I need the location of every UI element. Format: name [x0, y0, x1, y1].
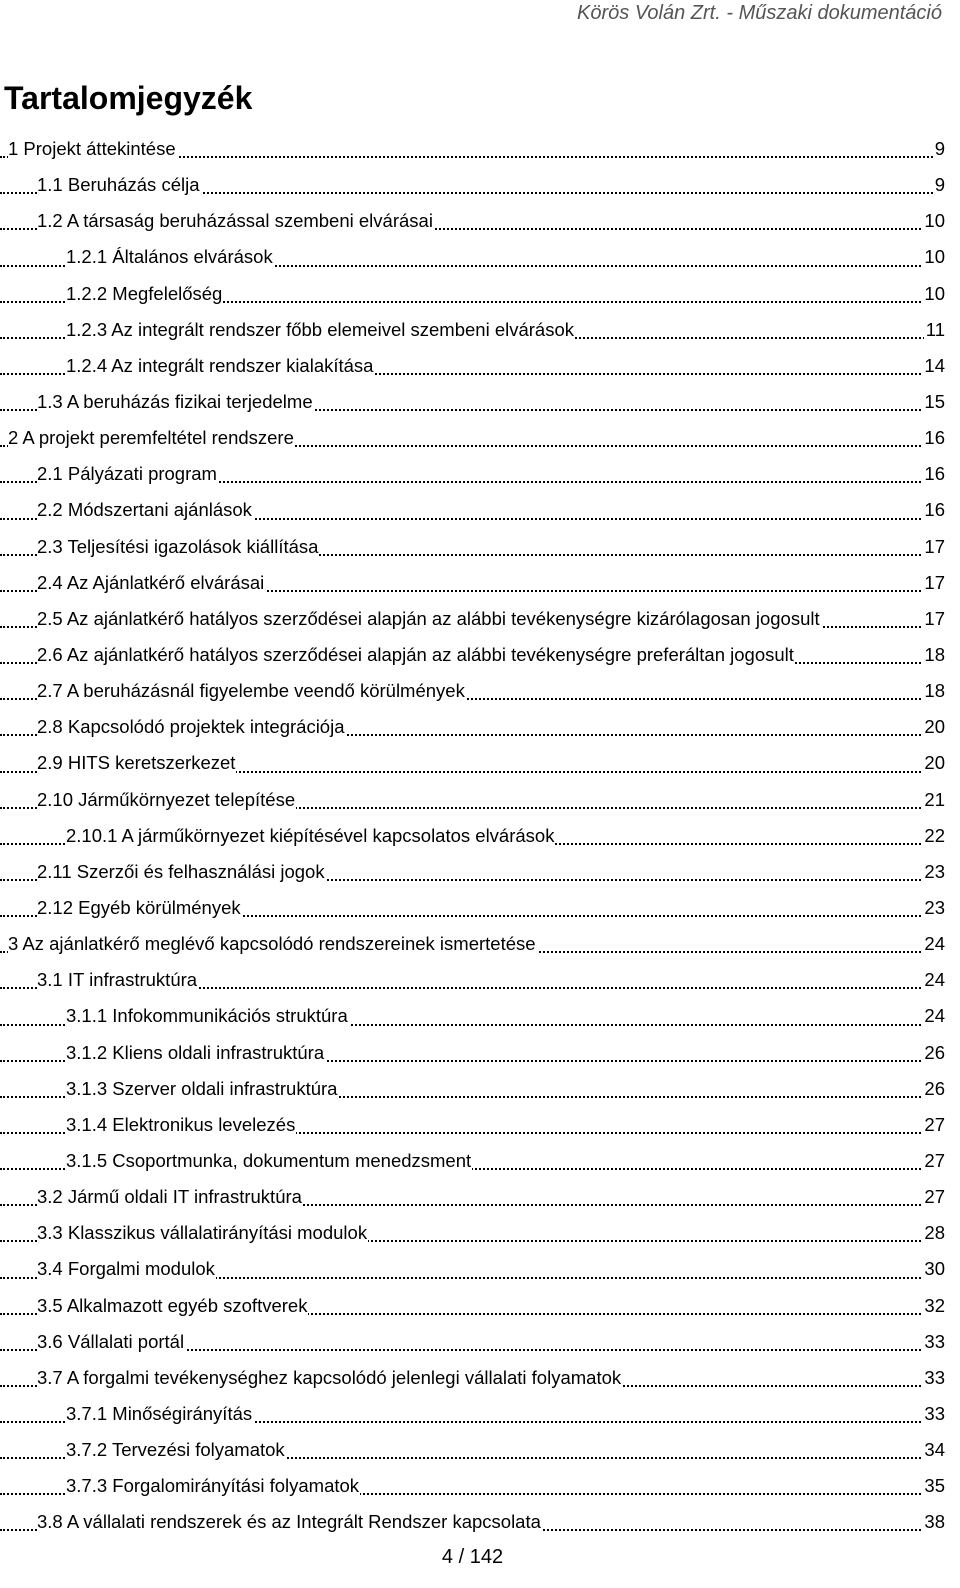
toc-entry-title: 3 Az ajánlatkérő meglévő kapcsolódó rendszereinek ismertetése	[8, 926, 537, 962]
toc-entry-page: 30	[922, 1251, 945, 1287]
toc-entry[interactable]	[0, 854, 945, 890]
toc-entry-title: 2.2 Módszertani ajánlások	[37, 492, 253, 528]
toc-entry-title: 2.4 Az Ajánlatkérő elvárásai	[37, 565, 265, 601]
toc-entry[interactable]	[0, 1143, 945, 1179]
toc-entry-page: 17	[922, 601, 945, 637]
toc-entry[interactable]	[0, 1251, 945, 1287]
toc-entry[interactable]	[0, 1288, 945, 1324]
toc-entry-title: 3.4 Forgalmi modulok	[37, 1251, 216, 1287]
toc-entry-page: 24	[922, 998, 945, 1034]
toc-entry-title: 2.6 Az ajánlatkérő hatályos szerződései alapján az alábbi tevékenységre preferáltan jogosult	[37, 637, 795, 673]
toc-entry-title: 2.5 Az ajánlatkérő hatályos szerződései alapján az alábbi tevékenységre kizárólagosan jogosult	[37, 601, 821, 637]
toc-entry[interactable]	[0, 782, 945, 818]
toc-entry-title: 2.1 Pályázati program	[37, 456, 218, 492]
toc-entry-title: 1 Projekt áttekintése	[8, 131, 177, 167]
toc-entry[interactable]	[0, 239, 945, 275]
toc-entry-page: 23	[922, 854, 945, 890]
toc-entry-title: 3.6 Vállalati portál	[37, 1324, 185, 1360]
toc-entry[interactable]	[0, 962, 945, 998]
toc-entry[interactable]	[0, 745, 945, 781]
toc-entry-page: 18	[922, 673, 945, 709]
toc-entry-page: 24	[922, 962, 945, 998]
toc-entry[interactable]	[0, 167, 945, 203]
toc-entry[interactable]	[0, 348, 945, 384]
toc-entry-title: 3.7.1 Minőségirányítás	[66, 1396, 253, 1432]
toc-entry-page: 26	[922, 1071, 945, 1107]
toc-entry-title: 2.10.1 A járműkörnyezet kiépítésével kapcsolatos elvárások	[66, 818, 555, 854]
toc-entry-page: 16	[922, 456, 945, 492]
toc-entry[interactable]	[0, 637, 945, 673]
toc-entry-title: 2.10 Járműkörnyezet telepítése	[37, 782, 296, 818]
toc-entry-page: 33	[922, 1324, 945, 1360]
toc-entry[interactable]	[0, 1179, 945, 1215]
toc-entry-title: 3.7.2 Tervezési folyamatok	[66, 1432, 286, 1468]
toc-entry-page: 9	[933, 131, 945, 167]
toc-entry-title: 2.7 A beruházásnál figyelembe veendő körülmények	[37, 673, 466, 709]
toc-entry-page: 35	[922, 1468, 945, 1504]
toc-entry[interactable]	[0, 926, 945, 962]
toc-entry[interactable]	[0, 998, 945, 1034]
toc-entry-title: 1.2 A társaság beruházással szembeni elvárásai	[37, 203, 434, 239]
toc-entry[interactable]	[0, 312, 945, 348]
toc-entry-title: 2 A projekt peremfeltétel rendszere	[8, 420, 295, 456]
toc-entry-title: 3.1.4 Elektronikus levelezés	[66, 1107, 296, 1143]
toc-entry-title: 3.1.5 Csoportmunka, dokumentum menedzsment	[66, 1143, 472, 1179]
toc-entry-page: 20	[922, 709, 945, 745]
toc-entry-title: 3.1.3 Szerver oldali infrastruktúra	[66, 1071, 338, 1107]
toc-entry[interactable]	[0, 709, 945, 745]
toc-entry-page: 21	[922, 782, 945, 818]
toc-entry[interactable]	[0, 1504, 945, 1540]
toc-entry-page: 14	[922, 348, 945, 384]
toc-entry-page: 33	[922, 1396, 945, 1432]
toc-entry-page: 27	[922, 1179, 945, 1215]
toc-entry-title: 1.2.1 Általános elvárások	[66, 239, 274, 275]
toc-entry[interactable]	[0, 1215, 945, 1251]
toc-entry-title: 2.8 Kapcsolódó projektek integrációja	[37, 709, 346, 745]
toc-entry[interactable]	[0, 203, 945, 239]
toc-entry[interactable]	[0, 1468, 945, 1504]
toc-entry-page: 28	[922, 1215, 945, 1251]
toc-entry-page: 11	[924, 312, 945, 348]
toc-entry-title: 3.7.3 Forgalomirányítási folyamatok	[66, 1468, 360, 1504]
toc-entry-page: 18	[922, 637, 945, 673]
toc-entry-page: 17	[922, 565, 945, 601]
toc-entry-title: 3.7 A forgalmi tevékenységhez kapcsolódó jelenlegi vállalati folyamatok	[37, 1360, 622, 1396]
toc-entry-page: 27	[922, 1143, 945, 1179]
page-title: Tartalomjegyzék	[4, 80, 253, 116]
toc-entry[interactable]	[0, 1035, 945, 1071]
page-number: 4 / 142	[441, 1546, 504, 1568]
toc-entry-page: 26	[922, 1035, 945, 1071]
toc-entry[interactable]	[0, 565, 945, 601]
toc-entry-page: 27	[922, 1107, 945, 1143]
toc-entry-page: 15	[922, 384, 945, 420]
toc-entry-title: 3.2 Jármű oldali IT infrastruktúra	[37, 1179, 303, 1215]
toc-entry-page: 16	[922, 492, 945, 528]
toc-entry[interactable]	[0, 818, 945, 854]
toc-entry-title: 3.1 IT infrastruktúra	[37, 962, 198, 998]
table-of-contents	[0, 131, 945, 1540]
toc-entry[interactable]	[0, 529, 945, 565]
toc-entry[interactable]	[0, 1396, 945, 1432]
running-header: Körös Volán Zrt. - Műszaki dokumentáció	[577, 2, 942, 24]
toc-entry[interactable]	[0, 601, 945, 637]
toc-entry-page: 34	[922, 1432, 945, 1468]
toc-entry-page: 16	[922, 420, 945, 456]
toc-entry-title: 2.11 Szerzői és felhasználási jogok	[37, 854, 326, 890]
toc-entry-title: 3.5 Alkalmazott egyéb szoftverek	[37, 1288, 308, 1324]
toc-entry-page: 22	[922, 818, 945, 854]
toc-entry-page: 17	[922, 529, 945, 565]
toc-entry-title: 3.8 A vállalati rendszerek és az Integrált Rendszer kapcsolata	[37, 1504, 542, 1540]
toc-entry-title: 1.2.3 Az integrált rendszer főbb elemeivel szembeni elvárások	[66, 312, 575, 348]
toc-entry-page: 10	[922, 239, 945, 275]
toc-entry-title: 1.2.2 Megfelelőség	[66, 276, 223, 312]
toc-entry-page: 10	[922, 276, 945, 312]
toc-entry-title: 1.1 Beruházás célja	[37, 167, 201, 203]
toc-entry-page: 23	[922, 890, 945, 926]
toc-entry[interactable]	[0, 1432, 945, 1468]
toc-entry[interactable]	[0, 1360, 945, 1396]
toc-entry-page: 32	[922, 1288, 945, 1324]
toc-entry[interactable]	[0, 1324, 945, 1360]
toc-entry[interactable]	[0, 492, 945, 528]
toc-entry[interactable]	[0, 890, 945, 926]
toc-entry-title: 2.12 Egyéb körülmények	[37, 890, 242, 926]
toc-entry-page: 9	[933, 167, 945, 203]
toc-entry-title: 3.1.1 Infokommunikációs struktúra	[66, 998, 349, 1034]
toc-entry-title: 1.3 A beruházás fizikai terjedelme	[37, 384, 314, 420]
toc-entry[interactable]	[0, 276, 945, 312]
toc-entry[interactable]	[0, 1107, 945, 1143]
toc-entry[interactable]	[0, 384, 945, 420]
toc-entry-title: 2.9 HITS keretszerkezet	[37, 745, 236, 781]
toc-entry[interactable]	[0, 673, 945, 709]
toc-entry-page: 10	[922, 203, 945, 239]
toc-entry-title: 2.3 Teljesítési igazolások kiállítása	[37, 529, 319, 565]
toc-entry-title: 1.2.4 Az integrált rendszer kialakítása	[66, 348, 374, 384]
toc-entry[interactable]	[0, 131, 945, 167]
toc-entry-page: 20	[922, 745, 945, 781]
toc-entry-page: 33	[922, 1360, 945, 1396]
toc-entry-title: 3.1.2 Kliens oldali infrastruktúra	[66, 1035, 325, 1071]
toc-entry[interactable]	[0, 456, 945, 492]
toc-entry-page: 24	[922, 926, 945, 962]
toc-entry[interactable]	[0, 1071, 945, 1107]
toc-entry-title: 3.3 Klasszikus vállalatirányítási modulok	[37, 1215, 368, 1251]
toc-entry[interactable]	[0, 420, 945, 456]
toc-entry-page: 38	[922, 1504, 945, 1540]
